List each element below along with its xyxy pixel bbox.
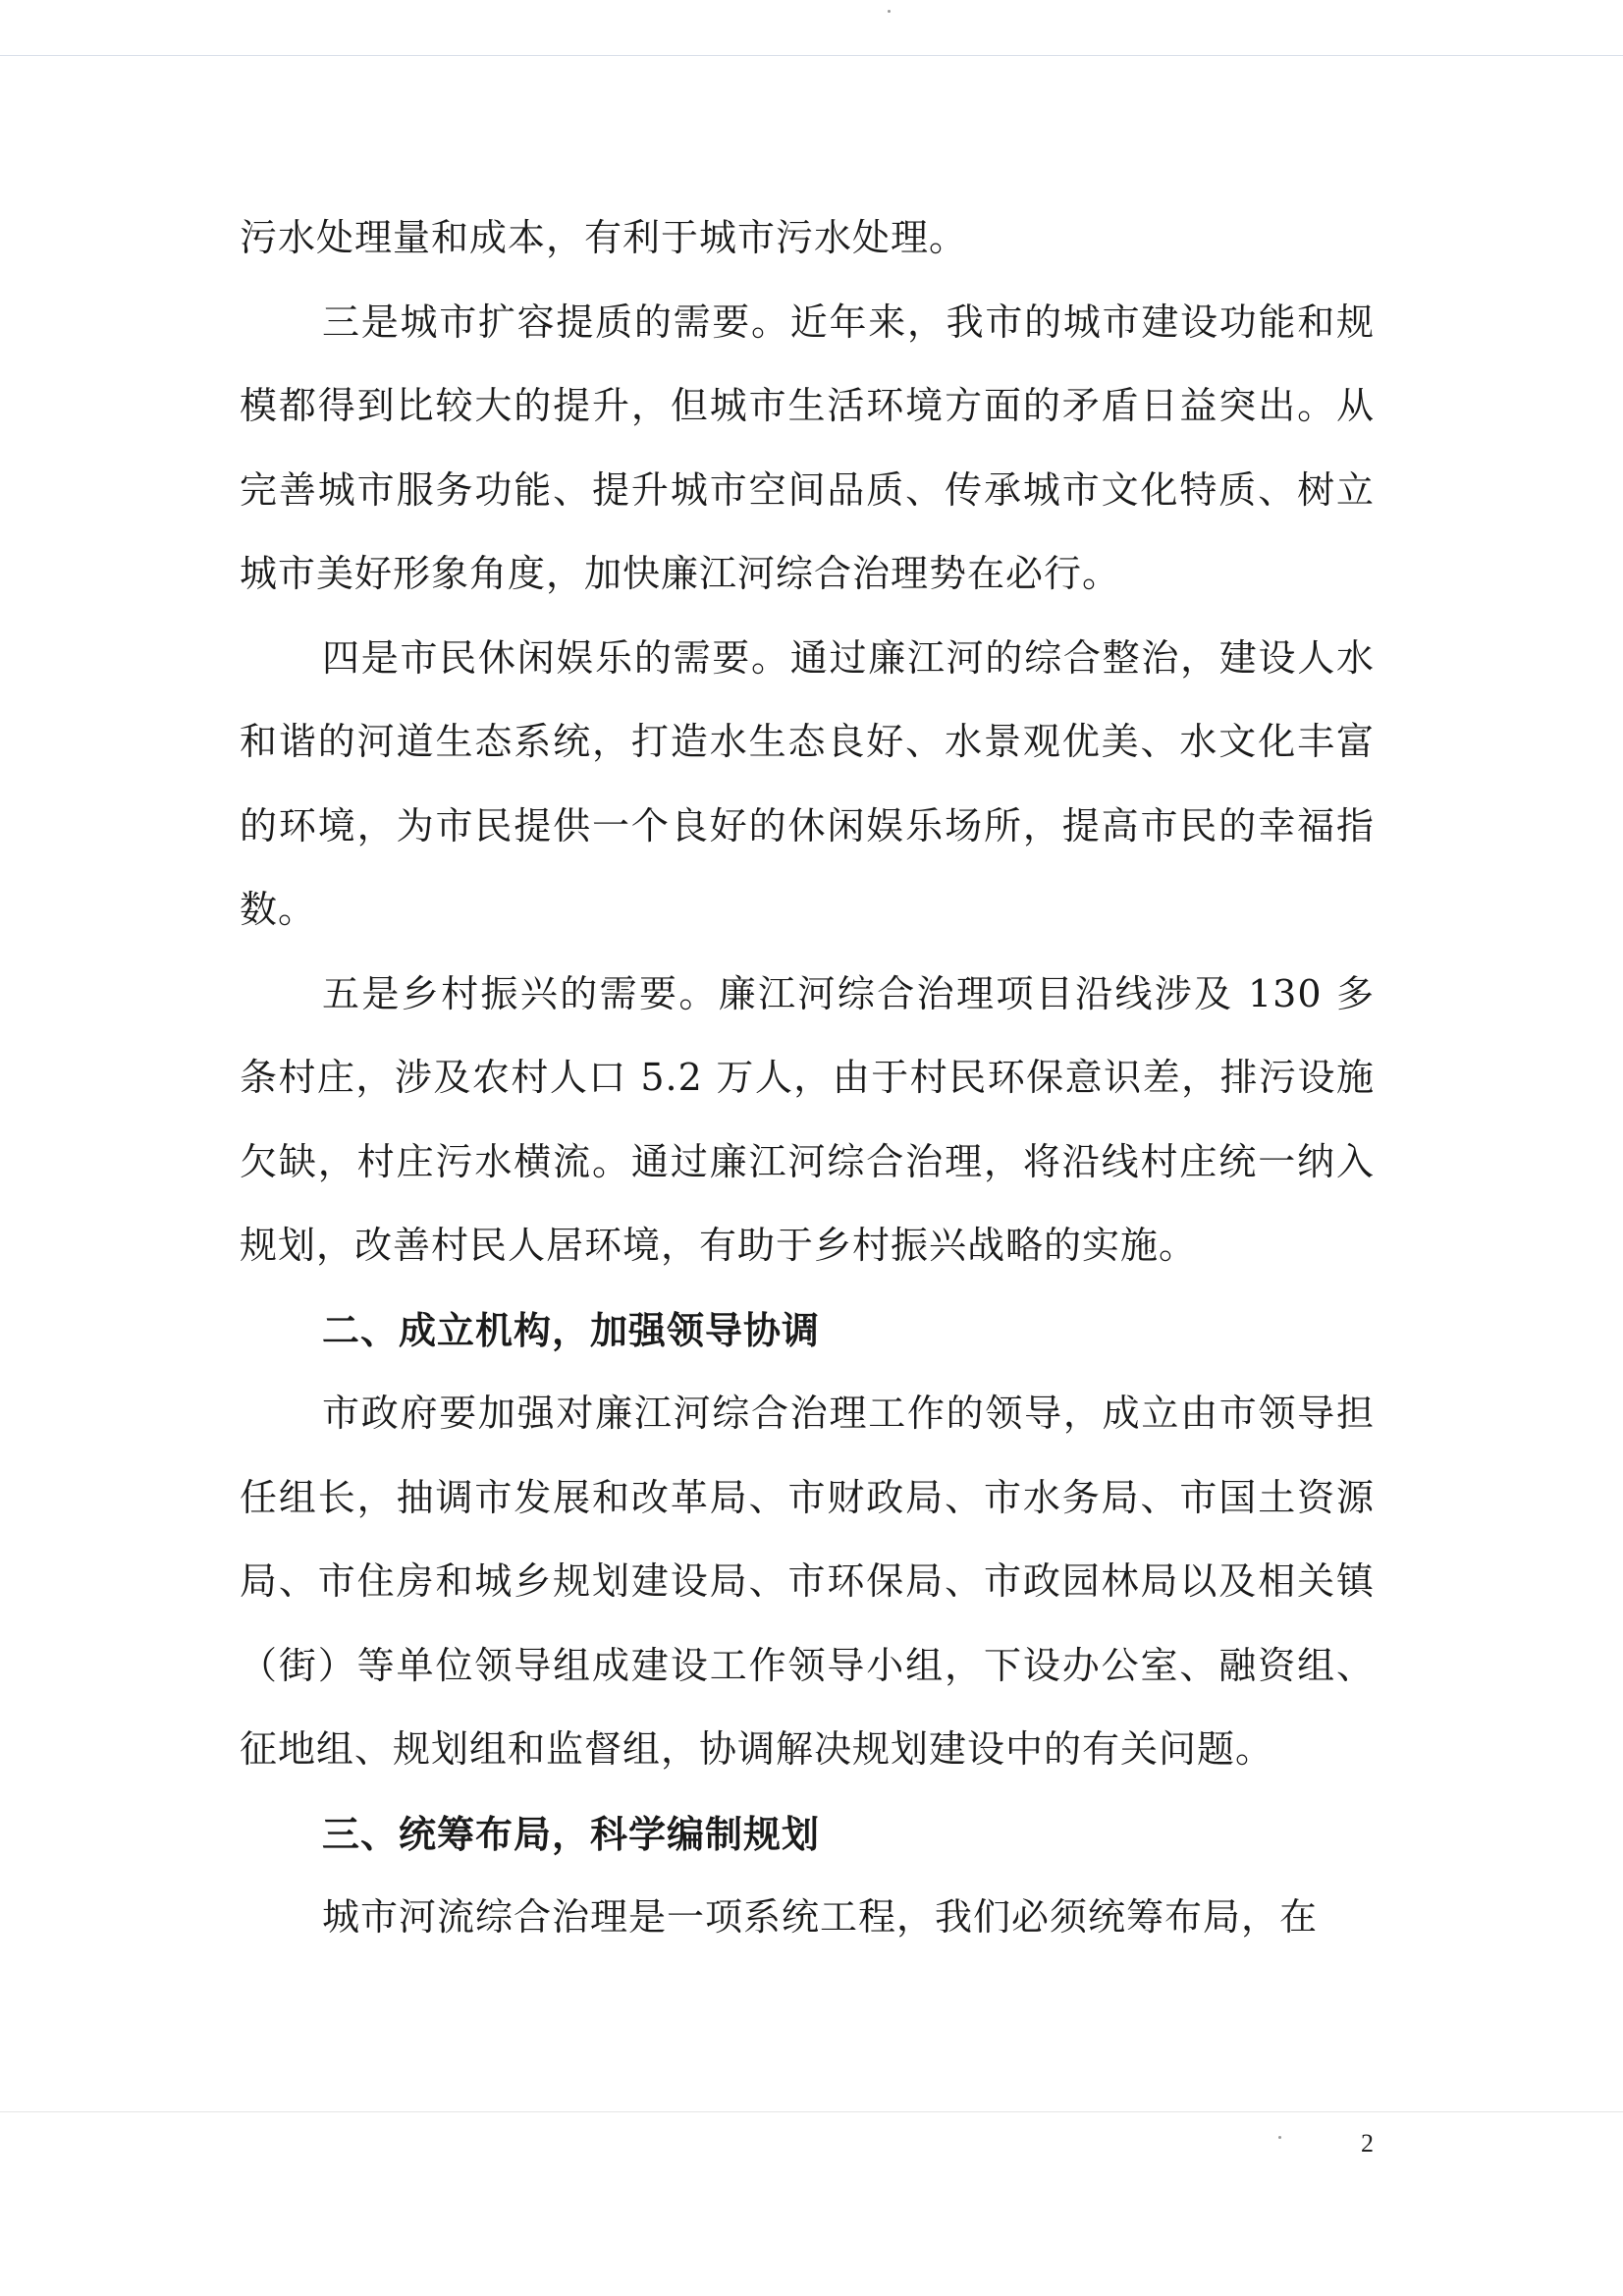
scan-edge-bottom xyxy=(0,2111,1623,2112)
section-heading-3: 三、统筹布局，科学编制规划 xyxy=(322,1811,821,1856)
paragraph-leisure: 四是市民休闲娱乐的需要。通过廉江河的综合整治，建设人水和谐的河道生态系统，打造水生态良好、水景观优美、水文化丰富的环境，为市民提供一个良好的休闲娱乐场所，提高市民的幸福指数。 xyxy=(240,635,1375,931)
scan-speck xyxy=(1278,2136,1281,2139)
scan-speck xyxy=(888,10,891,13)
document-body xyxy=(240,196,1375,1960)
paragraph-organization: 市政府要加强对廉江河综合治理工作的领导，成立由市领导担任组长，抽调市发展和改革局、市财政局、市水务局、市国土资源局、市住房和城乡规划建设局、市环保局、市政园林局以及相关镇（街）等单位领导组成建设工作领导小组，下设办公室、融资组、征地组、规划组和监督组，协调解决规划建设中的有关问题。 xyxy=(240,1392,1375,1771)
paragraph-planning: 城市河流综合治理是一项系统工程，我们必须统筹布局，在 xyxy=(322,1895,1319,1939)
paragraph-continuation: 污水处理量和成本，有利于城市污水处理。 xyxy=(240,216,968,259)
paragraph-urban-expansion: 三是城市扩容提质的需要。近年来，我市的城市建设功能和规模都得到比较大的提升，但城市生活环境方面的矛盾日益突出。从完善城市服务功能、提升城市空间品质、传承城市文化特质、树立城市美好形象角度，加快廉江河综合治理势在必行。 xyxy=(240,300,1375,595)
section-heading-2: 二、成立机构，加强领导协调 xyxy=(322,1307,821,1352)
scan-edge-top xyxy=(0,55,1623,56)
paragraph-rural-revitalization: 五是乡村振兴的需要。廉江河综合治理项目沿线涉及 130 多条村庄，涉及农村人口 5.2 万人，由于村民环保意识差，排污设施欠缺，村庄污水横流。通过廉江河综合治理，将沿线村庄统一纳入规划，改善村民人居环境，有助于乡村振兴战略的实施。 xyxy=(240,971,1375,1267)
page-number: 2 xyxy=(1361,2129,1374,2158)
